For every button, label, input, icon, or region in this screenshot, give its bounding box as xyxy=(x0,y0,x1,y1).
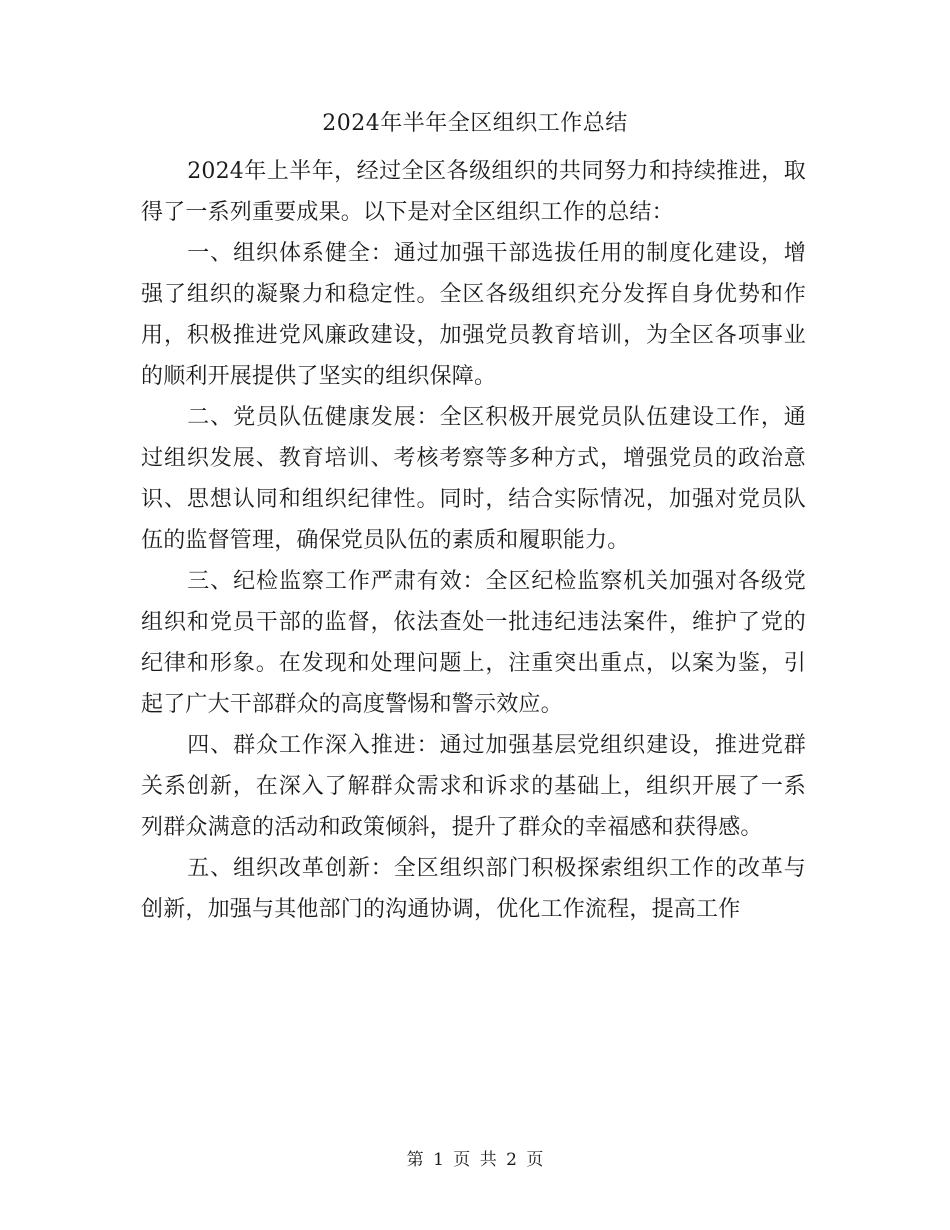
paragraph-section-2: 二、党员队伍健康发展：全区积极开展党员队伍建设工作，通过组织发展、教育培训、考核考察等多种方式，增强党员的政治意识、思想认同和组织纪律性。同时，结合实际情况，加强对党员队伍的监督管理，确保党员队伍的素质和履职能力。 xyxy=(141,405,806,553)
paragraph-section-4: 四、群众工作深入推进：通过加强基层党组织建设，推进党群关系创新，在深入了解群众需求和诉求的基础上，组织开展了一系列群众满意的活动和政策倾斜，提升了群众的幸福感和获得感。 xyxy=(141,733,806,840)
paragraph-intro: 2024年上半年，经过全区各级组织的共同努力和持续推进，取得了一系列重要成果。以下是对全区组织工作的总结： xyxy=(141,159,806,225)
paragraph-section-1: 一、组织体系健全：通过加强干部选拔任用的制度化建设，增强了组织的凝聚力和稳定性。全区各级组织充分发挥自身优势和作用，积极推进党风廉政建设，加强党员教育培训，为全区各项事业的顺利开展提供了坚实的组织保障。 xyxy=(141,241,806,389)
document-title: 2024年半年全区组织工作总结 xyxy=(322,111,628,136)
paragraph-section-5: 五、组织改革创新：全区组织部门积极探索组织工作的改革与创新，加强与其他部门的沟通协调，优化工作流程，提高工作 xyxy=(141,856,806,922)
document-body xyxy=(141,151,806,930)
paragraph-section-3: 三、纪检监察工作严肃有效：全区纪检监察机关加强对各级党组织和党员干部的监督，依法查处一批违纪违法案件，维护了党的纪律和形象。在发现和处理问题上，注重突出重点，以案为鉴，引起了广大干部群众的高度警惕和警示效应。 xyxy=(141,569,806,717)
page-number-footer: 第 1 页 共 2 页 xyxy=(406,1150,544,1170)
